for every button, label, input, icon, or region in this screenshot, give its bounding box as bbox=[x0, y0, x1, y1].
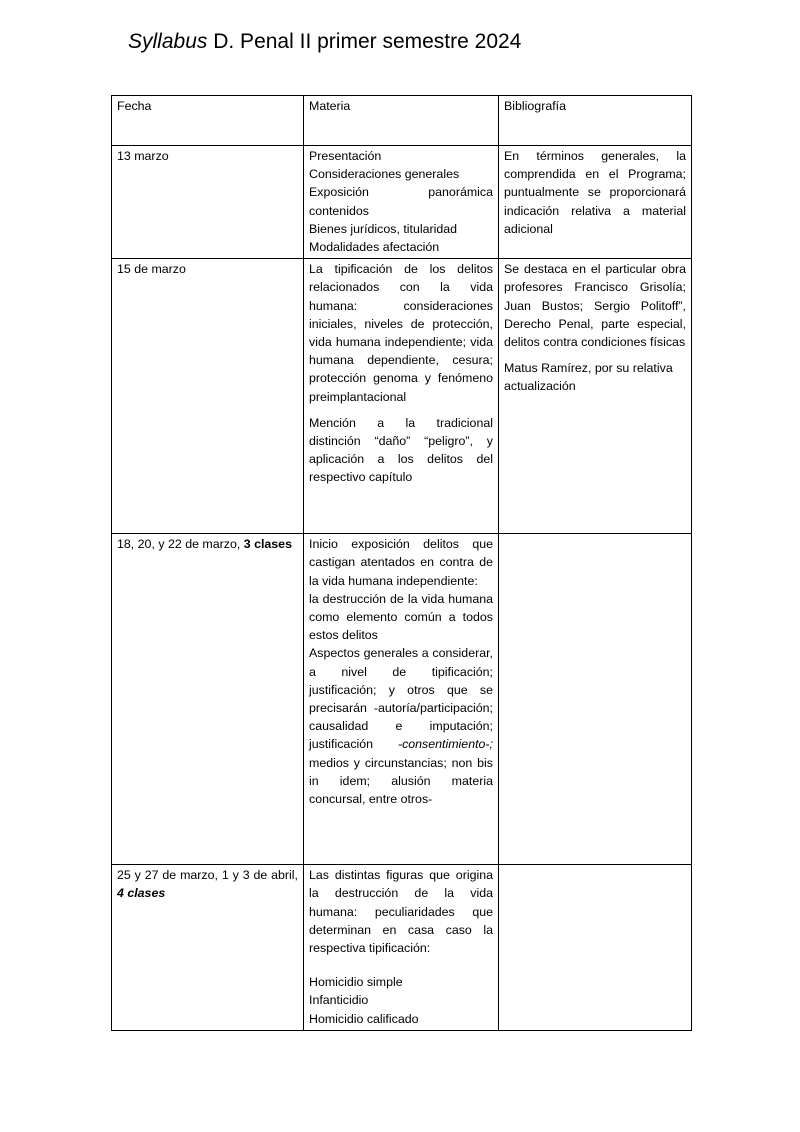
syllabus-table bbox=[111, 95, 692, 1031]
page-title bbox=[128, 30, 521, 54]
bibliografia-paragraph: Se destaca en el particular obra profesores Francisco Grisolía; Juan Bustos; Sergio Politoff”, Derecho Penal, parte especial, delitos contra condiciones físicas bbox=[504, 262, 686, 350]
bibliografia-paragraph: Matus Ramírez, por su relativa actualización bbox=[504, 361, 673, 394]
list-item: Homicidio simple bbox=[309, 975, 403, 990]
header-materia: Materia bbox=[304, 96, 499, 146]
bibliografia-cell bbox=[499, 865, 692, 1031]
table-row bbox=[112, 534, 692, 865]
class-count: 3 clases bbox=[243, 537, 292, 552]
header-row bbox=[112, 96, 692, 146]
header-fecha: Fecha bbox=[112, 96, 304, 146]
list-item: Consideraciones generales bbox=[309, 167, 460, 182]
title-italic: Syllabus bbox=[128, 30, 208, 53]
bibliografia-cell bbox=[499, 259, 692, 534]
fecha-cell: 18, 20, y 22 de marzo, 3 clases bbox=[112, 534, 304, 865]
materia-paragraph: la destrucción de la vida humana como elemento común a todos estos delitos bbox=[309, 591, 493, 643]
materia-paragraph: Aspectos generales a considerar, a nivel de tipificación; justificación; y otros que se precisarán -autoría/participación; causalidad e imputación; justificación -consentimiento-; medios y circunstancias; non bis in idem; alusión materia concursal, entre otros- bbox=[309, 646, 493, 807]
materia-paragraph: La tipificación de los delitos relacionados con la vida humana: consideraciones iniciales, niveles de protección, vida humana independiente; vida humana dependiente, cesura; protección genoma y fenómeno preimplantacional bbox=[309, 262, 493, 404]
list-item: Bienes jurídicos, titularidad bbox=[309, 221, 458, 236]
list-item: Homicidio calificado bbox=[309, 1011, 419, 1026]
list-item: Modalidades afectación bbox=[309, 240, 440, 255]
materia-cell bbox=[304, 146, 499, 259]
materia-cell bbox=[304, 865, 499, 1031]
bibliografia-cell: En términos generales, la comprendida en el Programa; puntualmente se proporcionará indicación relativa a material adicional bbox=[499, 146, 692, 259]
materia-paragraph: Inicio exposición delitos que castigan atentados en contra de la vida humana independiente: bbox=[309, 537, 493, 588]
materia-cell bbox=[304, 259, 499, 534]
fecha-cell: 15 de marzo bbox=[112, 259, 304, 534]
header-bibliografia: Bibliografía bbox=[499, 96, 692, 146]
materia-cell bbox=[304, 534, 499, 865]
title-rest: D. Penal II primer semestre 2024 bbox=[207, 30, 522, 53]
table-row bbox=[112, 865, 692, 1031]
list-item: Exposición panorámica contenidos bbox=[309, 185, 493, 218]
list-item: Presentación bbox=[309, 149, 382, 163]
class-count: 4 clases bbox=[117, 886, 166, 901]
table-row bbox=[112, 259, 692, 534]
fecha-cell: 25 y 27 de marzo, 1 y 3 de abril, 4 clases bbox=[112, 865, 304, 1031]
materia-paragraph: Mención a la tradicional distinción “daño” “peligro”, y aplicación a los delitos del respectivo capítulo bbox=[309, 415, 493, 485]
materia-paragraph: Las distintas figuras que origina la destrucción de la vida humana: peculiaridades que determinan en casa caso la respectiva tipificación: bbox=[309, 868, 493, 956]
fecha-cell: 13 marzo bbox=[112, 146, 304, 259]
table-row bbox=[112, 146, 692, 259]
bibliografia-cell bbox=[499, 534, 692, 865]
list-item: Infanticidio bbox=[309, 993, 369, 1008]
